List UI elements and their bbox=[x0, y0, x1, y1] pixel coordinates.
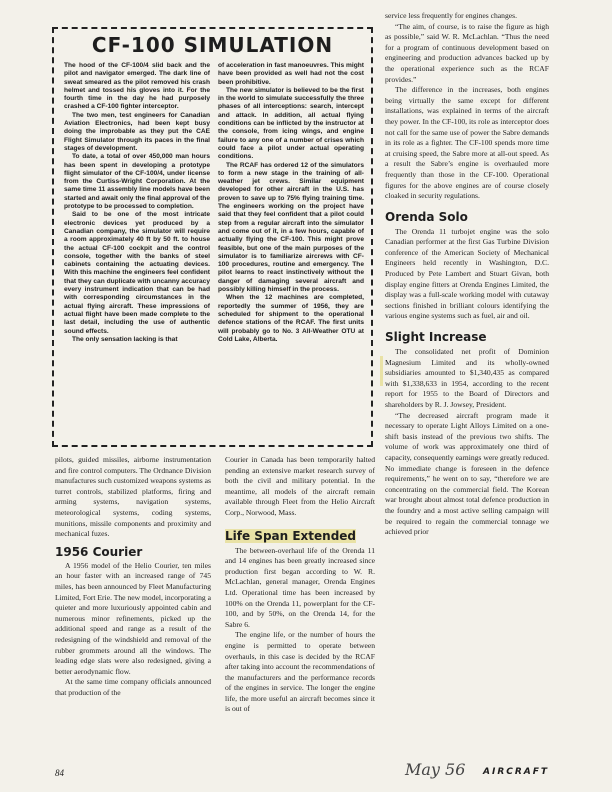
boxed-article-title: CF-100 SIMULATION bbox=[91, 33, 334, 57]
boxed-col1-para: Said to be one of the most intricate electronic devices yet produced by a Canadian company, the simulator will require a room approximately 40 ft by 50 ft. to house the actual CF-100 cockpit and the control console, together with the banks of steel cabinets containing the actuating devices. With this machine the engineers feel confident that they can duplicate with uncanny accuracy every instrument indication that can be had with corresponding circumstances in the actual flying aircraft. These impressions of actual flight have been made complete to the last detail, including the use of authentic sound effects. bbox=[64, 211, 210, 335]
middle-column bbox=[225, 455, 375, 715]
boxed-col2-para: The new simulator is believed to be the first in the world to simulate successfully the three phases of all interceptions: search, intercept and attack. In addition, all actual flying conditions can be inflicted by the instructor at the console, from icing wings, and engine failure to any one of a number of crises which could face a pilot under actual operating conditions. bbox=[218, 86, 364, 161]
slight-increase-para: “The decreased aircraft program made it necessary to operate Light Alloys Limited on a one-shift basis instead of the previous two shifts. The volume of work was approximately one third of capacity, consequently earnings were greatly reduced. No immediate change is foreseen in the defence requirements,” he went on to say, “therefore we are concentrating on the commercial field. The Korean war brought about almost total defence production in the foundry and a most active selling campaign will be required to regain the commercial tonnage we achieved prior bbox=[385, 410, 549, 537]
right-para: The difference in the increases, both engines being virtually the same except for different installations, was explained in terms of the aircraft they power. In the CF-100, its role as interceptor does not call for the same use of power the Sabre demands in its role as a fighter. The CF-100 spends more time at cruising speed, the Sabre more at all-out speed. As a result the Sabre’s engine is overhauled more frequently than those in the CF-100. Operational figures for the above engines are of course closely cloaked in security regulations. bbox=[385, 85, 549, 201]
courier-para: A 1956 model of the Helio Courier, ten miles an hour faster with an increased range of 745 miles, has been announced by Fleet Manufacturing Limited, Fort Erie. The new model, incorporating a quieter and more luxuriously appointed cabin and numerous minor refinements, picked up the additional speed and range as a result of the redesigning of the windshield and removal of the rubber grommets around all the windows. The leading edge slats were also redesigned, giving a better aerodynamic flow. bbox=[55, 560, 211, 676]
boxed-col2-para: of acceleration in fast manoeuvres. This might have been provided as well had not the cost been prohibitive. bbox=[218, 62, 364, 86]
heading-life-span-text: Life Span Extended bbox=[225, 528, 357, 543]
right-para: “The aim, of course, is to raise the figure as high as possible,” said W. R. McLachlan. “Thus the need for a program of continuous development based on engineering and production advances backed up by the operational experience such as the RCAF provides.” bbox=[385, 21, 549, 84]
right-para: service less frequently for engines changes. bbox=[385, 11, 517, 20]
right-column bbox=[385, 11, 549, 538]
left-intro: pilots, guided missiles, airborne instrumentation and fire control computers. The Ordnance Division manufactures such customized weapons systems as turret controls, stabilized platforms, firing and arming systems, navigation systems, meteorological systems, coding systems, munitions, missile components and proximity and mechanical fuzes. bbox=[55, 455, 211, 539]
boxed-col1-para: The hood of the CF-100/4 slid back and the pilot and navigator emerged. The dark line of sweat smeared as the pilot removed his crash helmet and tossed his gloves into it. For the fourth time in the day he had purposely crashed a CF-100 fighter interceptor. bbox=[64, 62, 210, 111]
boxed-article-col-1 bbox=[64, 62, 210, 344]
heading-life-span-extended bbox=[225, 529, 375, 543]
boxed-article-col-2 bbox=[218, 62, 364, 344]
slight-increase-para: The consolidated net profit of Dominion Magnesium Limited and its wholly-owned subsidiaries amounted to $1,340,435 as compared with $1,338,633 in 1954, according to the recent report for 1955 to the Board of Directors and shareholders by R. J. Jowsey, President. bbox=[385, 347, 549, 409]
heading-slight-increase: Slight Increase bbox=[385, 330, 487, 345]
boxed-col2-para: When the 12 machines are completed, reportedly the summer of 1956, they are scheduled for shipment to the operational defence stations of the RCAF. The first units will probably go to No. 3 All-Weather OTU at Cold Lake, Alberta. bbox=[218, 294, 364, 343]
life-span-para: The engine life, or the number of hours the engine is permitted to operate between overhauls, in this case is decided by the RCAF after taking into account the recommendations of the manufacturers and the performance records of the engines in service. The longer the engine life, the more useful an aircraft becomes since it is out of bbox=[225, 630, 375, 714]
boxed-col2-para: The RCAF has ordered 12 of the simulators to form a new stage in the training of all-weather jet crews. Similar equipment developed for other aircraft in the U.S. has proven to save up to 75% flying training time. The engineers working on the project have said that they feel confident that a pilot could step from a regular aircraft into the simulator and come out of it, in a few hours, capable of actually flying the CF-100. This might prove feasible, but one of the main purposes of the simulator is to familiarize aircrews with CF-100 procedures, routine and emergency. The pilot learns to react instinctively without the danger of damaging several aircraft and possibly killing himself in the process. bbox=[218, 161, 364, 294]
heading-1956-courier: 1956 Courier bbox=[55, 544, 143, 559]
boxed-col1-para: The only sensation lacking is that bbox=[72, 335, 178, 343]
magazine-name: AIRCRAFT bbox=[483, 767, 550, 777]
life-span-para: The between-overhaul life of the Orenda 11 and 14 engines has been greatly increased since production first began according to W. R. McLachlan, general manager, Orenda Engines Ltd. Operational time has been increased by 100% on the Orenda 11, powerplant for the CF-100, and by 50%, on the Orenda 14, for the Sabre 6. bbox=[225, 545, 375, 629]
orenda-solo-para: The Orenda 11 turbojet engine was the solo Canadian performer at the first Gas Turbine Division conference of the American Society of Mechanical Engineers held recently in Washington, D.C. Produced by Pete Lambert and Stuart Givan, both display engine fitters at Orenda Engines Limited, the display was a full-scale working model with cutaway sections finished in brilliant colours identifying the various engine systems such as fuel, air and oil. bbox=[385, 226, 549, 321]
page-number: 84 bbox=[55, 768, 64, 778]
mid-intro: Courier in Canada has been temporarily halted pending an extensive market research survey of both the civil and military potential. In the meantime, all models of the aircraft remain available through Fleet from the Helio Aircraft Corp., Norwood, Mass. bbox=[225, 455, 375, 517]
boxed-col1-para: To date, a total of over 450,000 man hours has been spent in developing a prototype flight simulator of the CF-100/4, under license from the Curtiss-Wright Corporation. At the same time 11 assembly line models have been started and await only the final approval of the prototype to be processed to completion. bbox=[64, 153, 210, 211]
courier-para: At the same time company officials announced that production of the bbox=[55, 677, 211, 697]
margin-highlight-mark bbox=[380, 356, 383, 386]
boxed-col1-para: The two men, test engineers for Canadian Aviation Electronics, had been kept busy doing the improbable as they put the CAE Flight Simulator through its paces in the final stages of development. bbox=[64, 111, 210, 152]
handwritten-date: May 56 bbox=[405, 760, 466, 779]
left-column bbox=[55, 455, 211, 698]
heading-orenda-solo: Orenda Solo bbox=[385, 209, 468, 224]
